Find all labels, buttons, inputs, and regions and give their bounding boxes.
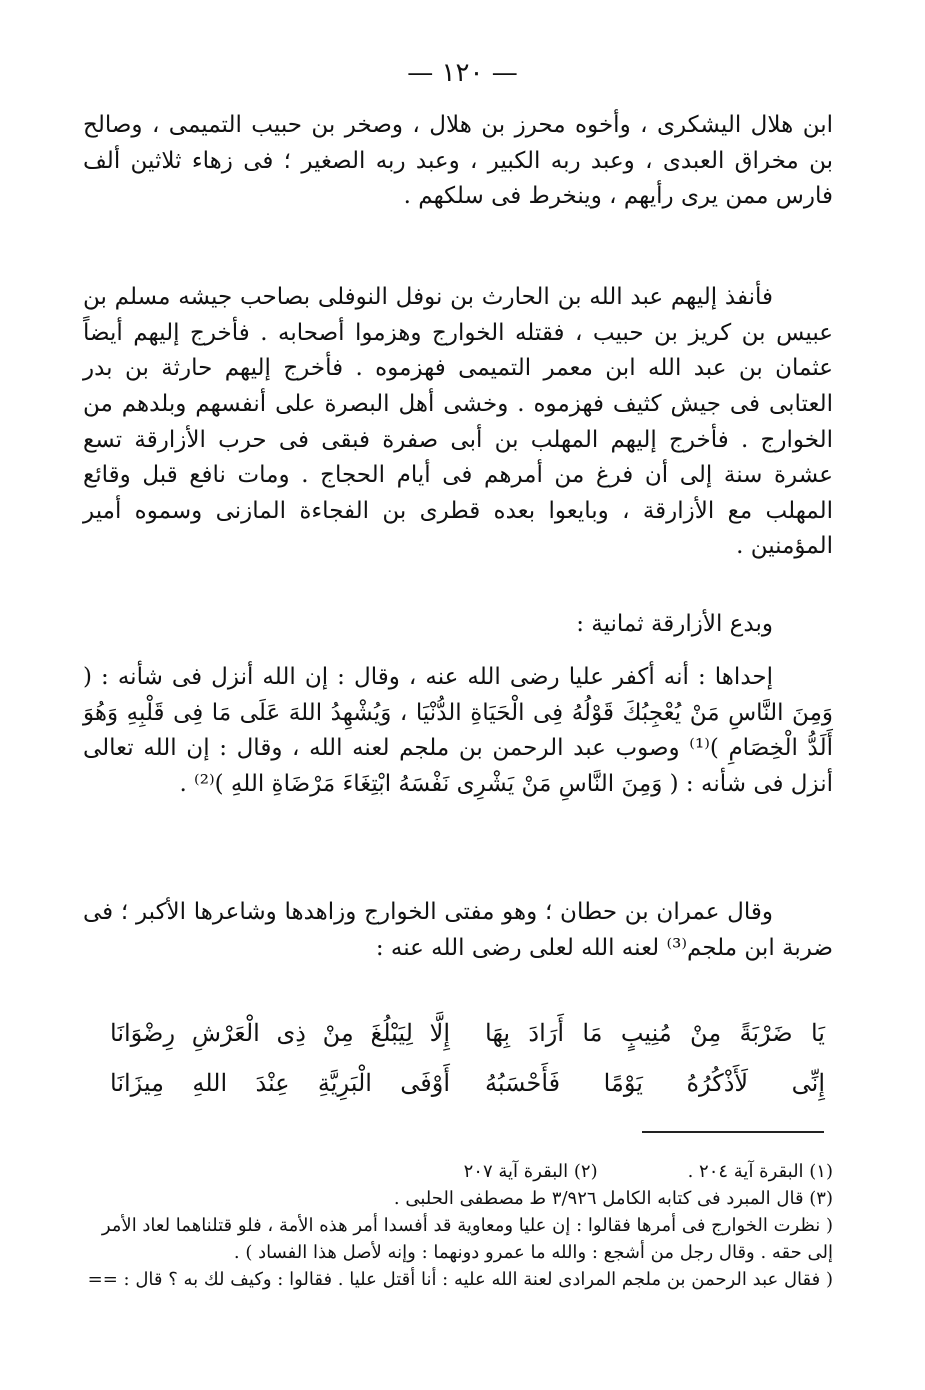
verse-second-hemistich: إِلَّا لِيَبْلُغَ مِنْ ذِى الْعَرْشِ رِضْوَانَا: [110, 1019, 450, 1047]
paragraph-5-text: وقال عمران بن حطان ؛ وهو مفتى الخوارج وزاهدها وشاعرها الأكبر ؛ فى ضربة ابن ملجم⁽³⁾ لعنه الله لعلى رضى الله عنه :: [83, 899, 833, 961]
paragraph-2: [83, 280, 833, 565]
paragraph-4: [83, 660, 833, 803]
footnote-1: (١) البقرة آية ٢٠٤ .: [687, 1161, 833, 1182]
poem: [110, 1008, 825, 1108]
footnote-3-quote-2: ( فقال عبد الرحمن بن ملجم المرادى لعنة الله عليه : أنا أقتل عليا . فقالوا : وكيف لك به ؟ قال : ==: [87, 1269, 833, 1290]
footnote-2: (٢) البقرة آية ٢٠٧: [463, 1161, 598, 1182]
verse-line: [110, 1058, 825, 1108]
paragraph-5: [83, 895, 833, 966]
footnote-3-quote-1: ( نظرت الخوارج فى أمرها فقالوا : إن عليا ومعاوية قد أفسدا أمر هذه الأمة ، فلو قتلناهما لعاد الأمر إلى حقه . وقال رجل من أشجع : والله ما عمرو دونهما : وإنه لأصل هذا الفساد ) .: [101, 1215, 833, 1263]
verse-first-hemistich: إِنِّى لَأَذْكُرُهُ يَوْمًا فَأَحْسَبُهُ: [485, 1069, 825, 1097]
footnote-separator: [642, 1131, 824, 1133]
paragraph-3-text: وبدع الأزارقة ثمانية :: [576, 611, 773, 637]
verse-first-hemistich: يَا ضَرْبَةً مِنْ مُنِيبٍ مَا أَرَادَ بِهَا: [485, 1019, 825, 1047]
footnotes: [73, 1158, 833, 1293]
paragraph-4-text: إحداها : أنه أكفر عليا رضى الله عنه ، وقال : إن الله أنزل فى شأنه : ( وَمِنَ النَّاسِ مَنْ يُعْجِبُكَ قَوْلُهُ فِى الْحَيَاةِ الدُّنْيَا ، وَيُشْهِدُ اللهَ عَلَى مَا فِى قَلْبِهِ وَهُوَ أَلَدُّ الْخِصَامِ )⁽¹⁾ وصوب عبد الرحمن بن ملجم لعنه الله ، وقال : إن الله تعالى أنزل فى شأنه : ( وَمِنَ النَّاسِ مَنْ يَشْرِى نَفْسَهُ ابْتِغَاءَ مَرْضَاةِ اللهِ )⁽²⁾ .: [83, 664, 833, 797]
paragraph-3: [83, 607, 833, 643]
footnote-row: [73, 1158, 833, 1185]
verse-line: [110, 1008, 825, 1058]
page-number: — ١٢٠ —: [407, 58, 518, 88]
footnote-3: (٣) قال المبرد فى كتابه الكامل ٣/٩٢٦ ط مصطفى الحلبى .: [393, 1188, 833, 1209]
paragraph-2-text: فأنفذ إليهم عبد الله بن الحارث بن نوفل النوفلى بصاحب جيشه مسلم بن عبيس بن كريز بن حبيب ، فقتله الخوارج وهزموا أصحابه . فأخرج إليهم أيضاً عثمان بن عبد الله ابن معمر التميمى فهزموه . فأخرج إليهم حارثة بن بدر العتابى فى جيش كثيف فهزموه . وخشى أهل البصرة على أنفسهم وبلدهم من الخوارج . فأخرج إليهم المهلب بن أبى صفرة فبقى فى حرب الأزارقة تسع عشرة سنة إلى أن فرغ من أمرهم فى أيام الحجاج . ومات نافع قبل وقائع المهلب مع الأزارقة ، وبايعوا بعده قطرى بن الفجاءة المازنى وسموه أمير المؤمنين .: [83, 284, 833, 560]
paragraph-1-text: ابن هلال اليشكرى ، وأخوه محرز بن هلال ، وصخر بن حبيب التميمى ، وصالح بن مخراق العبدى ، وعبد ربه الكبير ، وعبد ربه الصغير ؛ فى زهاء ثلاثين ألف فارس ممن يرى رأيهم ، وينخرط فى سلكهم .: [83, 112, 833, 210]
verse-second-hemistich: أَوْفَى الْبَرِيَّةِ عِنْدَ اللهِ مِيزَانَا: [110, 1069, 450, 1097]
paragraph-1: [83, 108, 833, 215]
